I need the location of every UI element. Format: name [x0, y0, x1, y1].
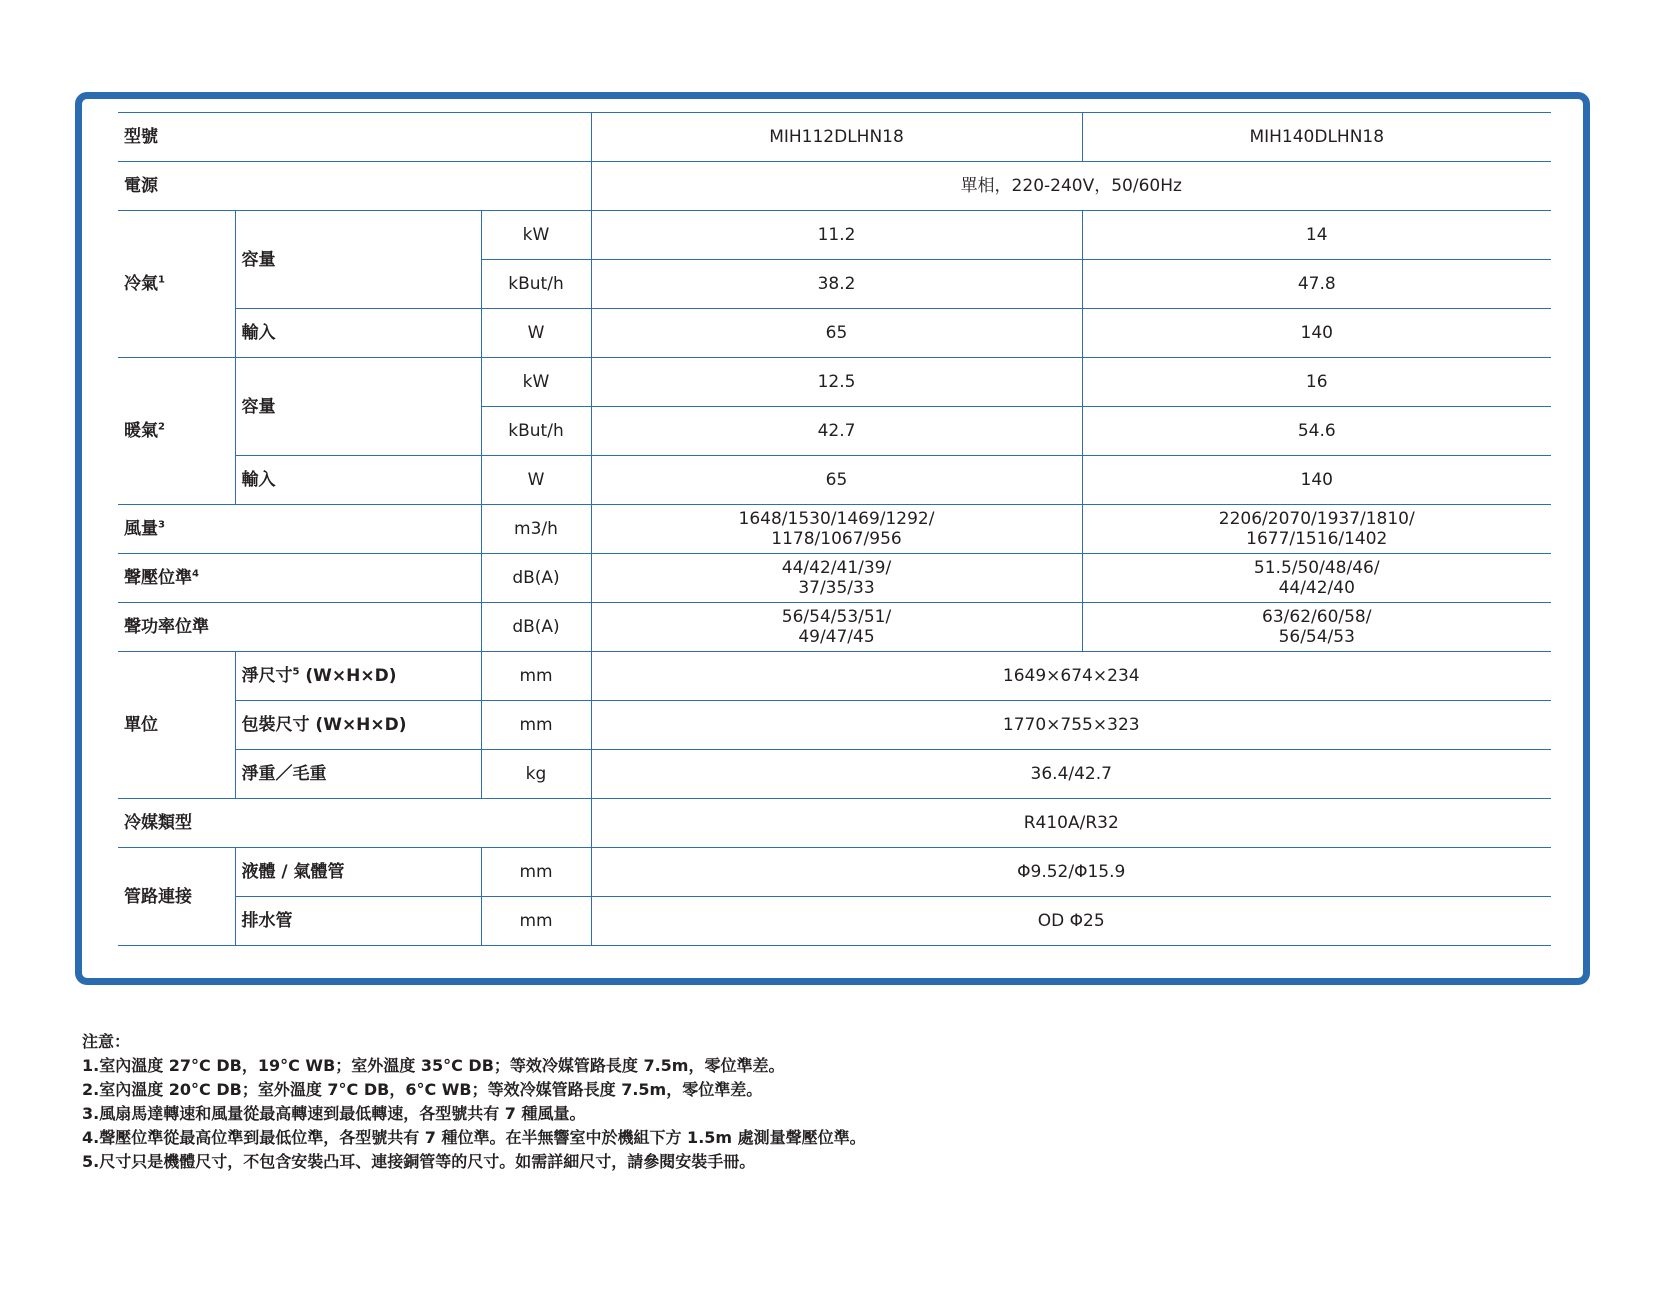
- value-cell: 140: [1082, 309, 1551, 358]
- value-cell: 14: [1082, 211, 1551, 260]
- note-item: 3.風扇馬達轉速和風量從最高轉速到最低轉速，各型號共有 7 種風量。: [82, 1104, 586, 1123]
- heating-capacity-label: 容量: [235, 358, 481, 456]
- table-row-cooling-kw: [118, 211, 1551, 260]
- value-cell: 44/42/41/39/ 37/35/33: [591, 554, 1082, 603]
- unit-cell: W: [481, 456, 591, 505]
- weight-label: 淨重／毛重: [235, 750, 481, 799]
- unit-cell: kW: [481, 358, 591, 407]
- unit-cell: mm: [481, 652, 591, 701]
- table-row-piping-drain: [118, 897, 1551, 946]
- value-cell: 11.2: [591, 211, 1082, 260]
- value-cell: R410A/R32: [591, 799, 1551, 848]
- table-row-heating-kw: [118, 358, 1551, 407]
- pack-dim-label: 包裝尺寸 (W×H×D): [235, 701, 481, 750]
- table-row-pwl: [118, 603, 1551, 652]
- unit-cell: W: [481, 309, 591, 358]
- table-row-cooling-input: [118, 309, 1551, 358]
- value-cell: 1770×755×323: [591, 701, 1551, 750]
- table-row-power: [118, 162, 1551, 211]
- spl-label: 聲壓位準$^4$: [118, 554, 481, 603]
- unit-cell: m3/h: [481, 505, 591, 554]
- unit-cell: kBut/h: [481, 407, 591, 456]
- table-row-model: [118, 113, 1551, 162]
- table-row-net-dim: [118, 652, 1551, 701]
- cooling-label: 冷氣$^1$: [118, 211, 235, 358]
- note-item: 2.室內溫度 20°C DB；室外溫度 7°C DB，6°C WB；等效冷媒管路長度 7.5m，零位準差。: [82, 1080, 763, 1099]
- value-cell: 2206/2070/1937/1810/ 1677/1516/1402: [1082, 505, 1551, 554]
- table-row-refrigerant: [118, 799, 1551, 848]
- value-cell: 63/62/60/58/ 56/54/53: [1082, 603, 1551, 652]
- refrigerant-label: 冷媒類型: [118, 799, 591, 848]
- value-cell: OD Φ25: [591, 897, 1551, 946]
- model-1: MIH112DLHN18: [591, 113, 1082, 162]
- value-cell: 16: [1082, 358, 1551, 407]
- heating-label: 暖氣$^2$: [118, 358, 235, 505]
- table-row-pack-dim: [118, 701, 1551, 750]
- note-item: 1.室內溫度 27°C DB，19°C WB；室外溫度 35°C DB；等效冷媒管路長度 7.5m，零位準差。: [82, 1056, 785, 1075]
- liquid-gas-label: 液體 / 氣體管: [235, 848, 481, 897]
- unit-cell: mm: [481, 897, 591, 946]
- unit-cell: dB(A): [481, 603, 591, 652]
- notes-title: 注意：: [82, 1032, 131, 1051]
- model-label: 型號: [118, 113, 591, 162]
- cooling-input-label: 輸入: [235, 309, 481, 358]
- notes: [82, 1030, 1382, 1174]
- note-item: 5.尺寸只是機體尺寸，不包含安裝凸耳、連接銅管等的尺寸。如需詳細尺寸，請參閱安裝手冊。: [82, 1152, 756, 1171]
- value-cell: Φ9.52/Φ15.9: [591, 848, 1551, 897]
- value-cell: 65: [591, 456, 1082, 505]
- piping-label: 管路連接: [118, 848, 235, 946]
- value-cell: 1648/1530/1469/1292/ 1178/1067/956: [591, 505, 1082, 554]
- unit-label: 單位: [118, 652, 235, 799]
- drain-label: 排水管: [235, 897, 481, 946]
- table-row-weight: [118, 750, 1551, 799]
- value-cell: 140: [1082, 456, 1551, 505]
- value-cell: 38.2: [591, 260, 1082, 309]
- pwl-label: 聲功率位準: [118, 603, 481, 652]
- power-label: 電源: [118, 162, 591, 211]
- unit-cell: mm: [481, 848, 591, 897]
- table-row-piping-liquid-gas: [118, 848, 1551, 897]
- power-value: 單相，220-240V，50/60Hz: [591, 162, 1551, 211]
- table-row-spl: [118, 554, 1551, 603]
- unit-cell: kW: [481, 211, 591, 260]
- spec-table: [118, 112, 1551, 946]
- value-cell: 65: [591, 309, 1082, 358]
- unit-cell: mm: [481, 701, 591, 750]
- airflow-label: 風量$^3$: [118, 505, 481, 554]
- unit-cell: kg: [481, 750, 591, 799]
- heating-input-label: 輸入: [235, 456, 481, 505]
- note-item: 4.聲壓位準從最高位準到最低位準，各型號共有 7 種位準。在半無響室中於機組下方 1.5m 處測量聲壓位準。: [82, 1128, 866, 1147]
- value-cell: 51.5/50/48/46/ 44/42/40: [1082, 554, 1551, 603]
- value-cell: 12.5: [591, 358, 1082, 407]
- value-cell: 56/54/53/51/ 49/47/45: [591, 603, 1082, 652]
- table-row-heating-input: [118, 456, 1551, 505]
- value-cell: 54.6: [1082, 407, 1551, 456]
- value-cell: 42.7: [591, 407, 1082, 456]
- model-2: MIH140DLHN18: [1082, 113, 1551, 162]
- value-cell: 36.4/42.7: [591, 750, 1551, 799]
- net-dim-label: 淨尺寸$^5$ (W×H×D): [235, 652, 481, 701]
- value-cell: 1649×674×234: [591, 652, 1551, 701]
- cooling-capacity-label: 容量: [235, 211, 481, 309]
- table-row-airflow: [118, 505, 1551, 554]
- value-cell: 47.8: [1082, 260, 1551, 309]
- unit-cell: kBut/h: [481, 260, 591, 309]
- unit-cell: dB(A): [481, 554, 591, 603]
